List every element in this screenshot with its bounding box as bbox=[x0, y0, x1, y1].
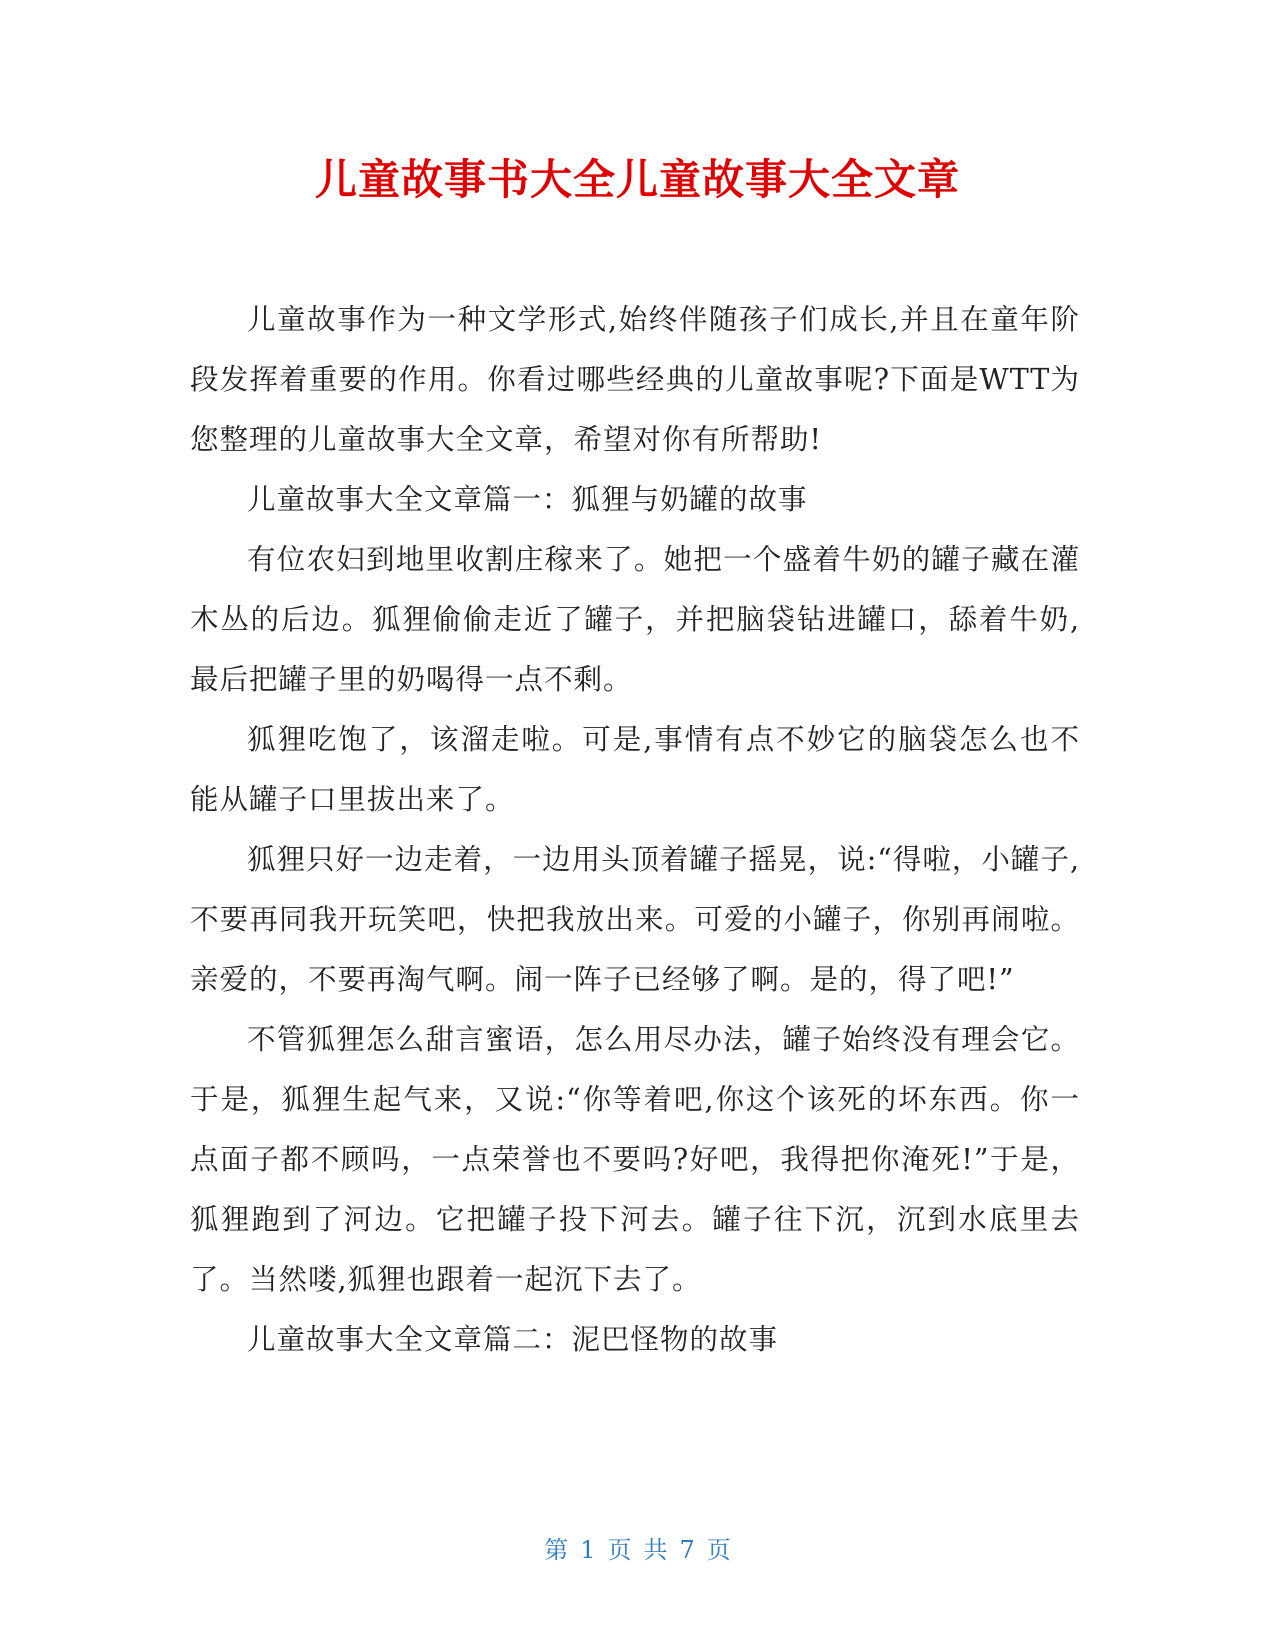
footer-page-label: 第 bbox=[544, 1536, 569, 1564]
page-title: 儿童故事书大全儿童故事大全文章 bbox=[314, 155, 960, 204]
footer-page-unit-end: 页 bbox=[706, 1536, 731, 1564]
story-paragraph: 狐狸只好一边走着，一边用头顶着罐子摇晃，说:“得啦，小罐子,不要再同我开玩笑吧，快把我放出来。可爱的小罐子，你别再闹啦。亲爱的，不要再淘气啊。闹一阵子已经够了啊。是的，得了吧!” bbox=[190, 843, 1080, 996]
intro-paragraph: 儿童故事作为一种文学形式,始终伴随孩子们成长,并且在童年阶段发挥着重要的作用。你看过哪些经典的儿童故事呢?下面是WTT为您整理的儿童故事大全文章，希望对你有所帮助! bbox=[190, 303, 1080, 456]
document-body bbox=[190, 290, 1080, 1370]
footer-total-pages: 7 bbox=[679, 1536, 695, 1564]
footer-page-unit: 页 bbox=[607, 1536, 632, 1564]
page-footer bbox=[0, 1530, 1275, 1570]
section-heading-one: 儿童故事大全文章篇一：狐狸与奶罐的故事 bbox=[247, 483, 808, 516]
story-paragraph: 不管狐狸怎么甜言蜜语，怎么用尽办法，罐子始终没有理会它。于是，狐狸生起气来，又说:“你等着吧,你这个该死的坏东西。你一点面子都不顾吗，一点荣誉也不要吗?好吧，我得把你淹死!”于是，狐狸跑到了河边。它把罐子投下河去。罐子往下沉，沉到水底里去了。当然喽,狐狸也跟着一起沉下去了。 bbox=[190, 1023, 1080, 1296]
section-heading-two: 儿童故事大全文章篇二：泥巴怪物的故事 bbox=[247, 1323, 779, 1356]
story-paragraph: 有位农妇到地里收割庄稼来了。她把一个盛着牛奶的罐子藏在灌木丛的后边。狐狸偷偷走近了罐子，并把脑袋钻进罐口，舔着牛奶,最后把罐子里的奶喝得一点不剩。 bbox=[190, 543, 1080, 696]
story-paragraph: 狐狸吃饱了，该溜走啦。可是,事情有点不妙它的脑袋怎么也不能从罐子口里拔出来了。 bbox=[190, 723, 1080, 816]
footer-current-page: 1 bbox=[580, 1536, 596, 1564]
footer-total-label: 共 bbox=[643, 1536, 668, 1564]
